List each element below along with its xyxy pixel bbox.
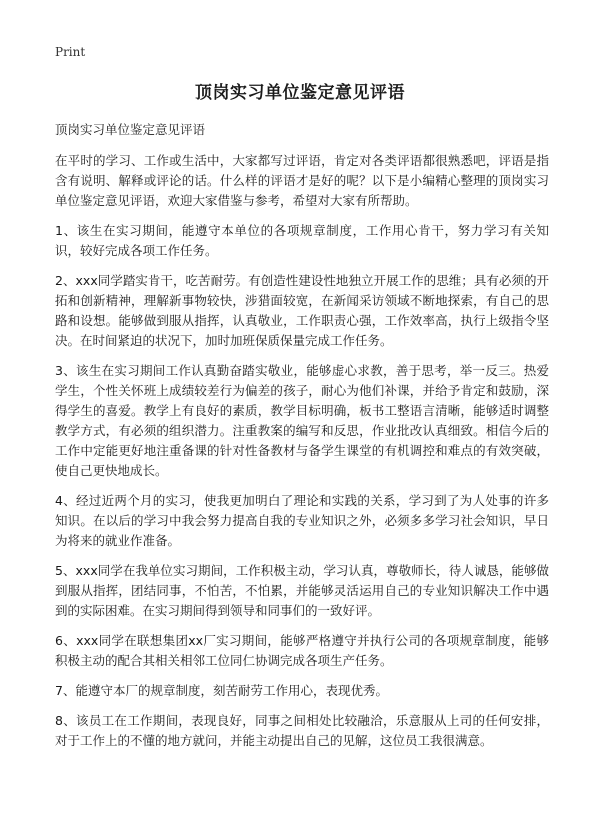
print-link[interactable]: Print [55, 45, 86, 59]
comment-paragraph-1: 1、该生在实习期间，能遵守本单位的各项规章制度，工作用心肯干，努力学习有关知识，较好完成各项工作任务。 [55, 223, 549, 258]
article-subtitle: 顶岗实习单位鉴定意见评语 [55, 122, 206, 137]
comment-paragraph-4: 4、经过近两个月的实习，使我更加明白了理论和实践的关系，学习到了为人处事的许多知识。在以后的学习中我会努力提高自我的专业知识之外，必须多多学习社会知识，早日为将来的就业作准备。 [55, 493, 549, 548]
page-title: 顶岗实习单位鉴定意见评语 [195, 83, 405, 103]
comment-paragraph-2: 2、xxx同学踏实肯干，吃苦耐劳。有创造性建设性地独立开展工作的思维；具有必须的开拓和创新精神，理解新事物较快，涉猎面较宽，在新闻采访领域不断地探索，有自己的思路和设想。能够做到服从指挥，认真敬业，工作职责心强，工作效率高，执行上级指令坚决。在时间紧迫的状况下，加时加班保质保量完成工作任务。 [55, 273, 549, 348]
comment-paragraph-5: 5、xxx同学在我单位实习期间，工作积极主动，学习认真，尊敬师长，待人诚恳，能够做到服从指挥，团结同事，不怕苦，不怕累，并能够灵活运用自己的专业知识解决工作中遇到的实际困难。在实习期间得到领导和同事们的一致好评。 [55, 563, 549, 618]
comment-paragraph-8: 8、该员工在工作期间，表现良好，同事之间相处比较融洽，乐意服从上司的任何安排，对于工作上的不懂的地方就问，并能主动提出自己的见解，这位员工我很满意。 [55, 713, 549, 748]
article-body [55, 120, 549, 761]
comment-paragraph-7: 7、能遵守本厂的规章制度，刻苦耐劳工作用心，表现优秀。 [55, 683, 388, 698]
comment-paragraph-3: 3、该生在实习期间工作认真勤奋踏实敬业，能够虚心求教，善于思考，举一反三。热爱学生，个性关怀班上成绩较差行为偏差的孩子，耐心为他们补课，并给予肯定和鼓励，深得学生的喜爱。教学上有良好的素质，教学目标明确，板书工整语言清晰，能够适时调整教学方式，有必须的组织潜力。注重教案的编写和反思，作业批改认真细致。相信今后的工作中定能更好地注重备课的针对性备教材与备学生课堂的有机调控和难点的有效突破，使自己更快地成长。 [55, 363, 549, 478]
intro-paragraph: 在平时的学习、工作或生活中，大家都写过评语，肯定对各类评语都很熟悉吧，评语是指含有说明、解释或评论的话。什么样的评语才是好的呢？以下是小编精心整理的顶岗实习单位鉴定意见评语，欢迎大家借鉴与参考，希望对大家有所帮助。 [55, 153, 549, 208]
comment-paragraph-6: 6、xxx同学在联想集团xx厂实习期间，能够严格遵守并执行公司的各项规章制度，能够积极主动的配合其相关相邻工位同仁协调完成各项生产任务。 [55, 633, 549, 668]
